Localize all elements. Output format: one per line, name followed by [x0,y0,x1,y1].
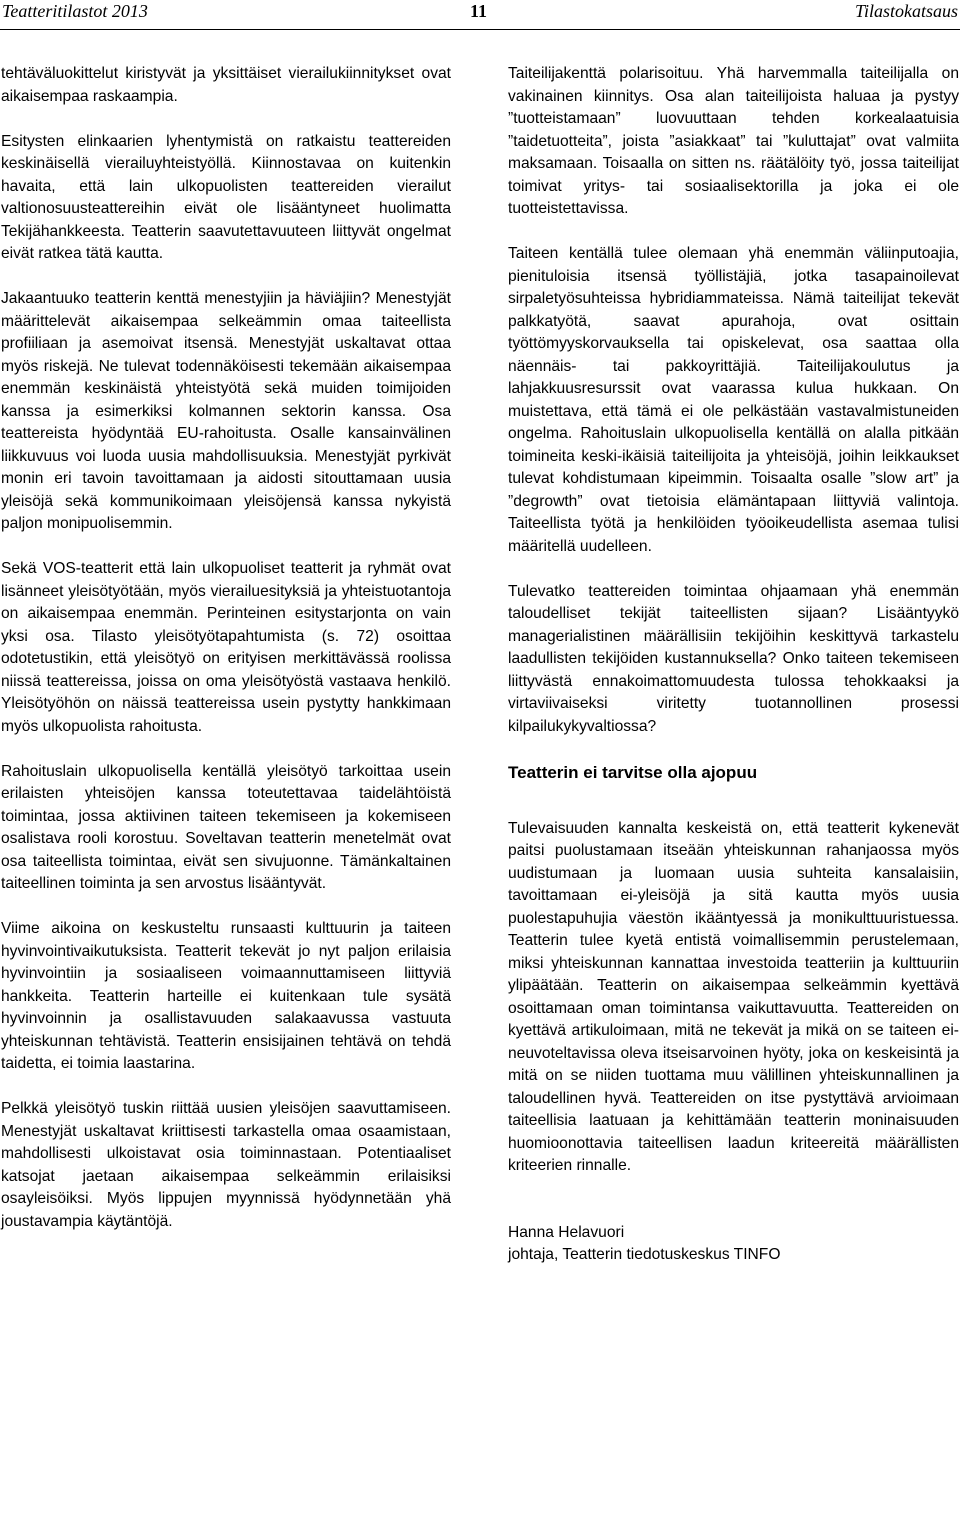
page-number: 11 [470,1,488,21]
body-paragraph: Pelkkä yleisötyö tuskin riittää uusien yleisöjen saavuttamiseen. Menestyjät uskaltavat kriittisesti tarkastella omaa osaamistaan, mahdollisesti ulkoistavat osia toiminnastaan. Potentiaaliset katsojat jaetaan aikaisempaa selkeämmin erilaisiksi osayleisöiksi. Myös lippujen myynnissä hyödynnetään yhä joustavampia käytäntöjä. [1,1100,451,1230]
body-paragraph: Rahoituslain ulkopuolisella kentällä yleisötyö tarkoittaa usein erilaisten yhteisöjen kanssa toteutettavaa taidelähtöistä toimintaa, jossa aktiivinen taiteen tekemiseen ja kokemiseen osalistava rooli korostuu. Soveltavan teatterin menetelmät ovat osa taiteellista toimintaa, eivät sen sivujuonne. Tämänkaltainen taiteellinen toiminta ja sen arvostus lisääntyvät. [1,762,451,892]
body-paragraph: Taiteilijakenttä polarisoituu. Yhä harvemmalla taiteilijalla on vakinainen kiinnitys. Osa alan taiteilijoista haluaa ja pystyy ”tuotteistamaan” luovuuttaan tehden korkealaatuisia ”taidetuotteita”, joista ”asiakkaat” tai ”kuluttajat” ovat valmiita maksamaan. Toisaalla on sitten ns. räätälöity työ, jossa taiteilijat toimivat yritys- tai sosiaalisektorilla ja joka ei ole tuotteistettavissa. [508,65,959,217]
header-publication-title: Teatteritilastot 2013 [2,1,148,21]
left-column [1,63,451,1233]
running-header [0,0,960,30]
body-paragraph: Sekä VOS-teatterit että lain ulkopuoliset teatterit ja ryhmät ovat lisänneet yleisötyötään, myös vierailuesityksiä ja yhteistuotantoja on aikaisempaa enemmän. Perinteinen esitystarjonta on vain yksi osa. Tilasto yleisötyötapahtumista (s. 72) osoittaa odotetustikin, että yleisötyö on erityisen merkittävässä roolissa niissä teattereissa, joissa on oma yleisötyöstä vastaava henkilö. Yleisötyöhön on näissä teattereissa usein pystytty hankkimaan myös ulkopuolista rahoitusta. [1,560,451,735]
body-paragraph: tehtäväluokittelut kiristyvät ja yksittäiset vierailukiinnitykset ovat aikaisempaa raskaampia. [1,65,451,105]
right-column [508,63,959,1267]
signature-title: johtaja, Teatterin tiedotuskeskus TINFO [508,1246,781,1263]
body-paragraph: Taiteen kentällä tulee olemaan yhä enemmän väliinputoajia, pienituloisia itsensä työllistäjiä, jotka tasapainoilevat sirpaletyösuhteissa hybridiammateissa. Nämä taiteilijat tekevät palkkatyötä, saavat apurahoja, ovat osittain työttömyyskorvauksella tai opiskelevat, osa saattaa olla näennäis- tai pakkoyrittäjiä. Taiteilijakoulutus ja lahjakkuusresurssit ovat vaarassa kulua hukkaan. On muistettava, että tämä ei ole pelkästään vastavalmistuneiden ongelma. Rahoituslain ulkopuolisella kentällä on alalla pitkään toimineita keski-ikäisiä taiteilijoita ja yhteisöjä, joihin leikkaukset tulevat kohdistumaan kipeimmin. Toisaalta osalle ”slow art” ja ”degrowth” ovat tietoisia elämäntapaan liittyviä valintoja. Taiteellista työtä ja henkilöiden työoikeudellista asemaa tulisi määritellä uudelleen. [508,245,959,555]
section-heading: Teatterin ei tarvitse olla ajopuu [508,762,758,782]
body-paragraph: Tulevatko teattereiden toimintaa ohjaamaan yhä enemmän taloudelliset tekijät taiteellisten sijaan? Lisääntyykö managerialistinen määrällisiin tekijöihin keskittyvä tarkastelu laadullisten tekijöiden kustannuksella? Onko taiteen tekemiseen liittyvästä ennakoimattomuudesta tulossa tehokkaaksi ja virtaviivaiseksi viritetty tuotannollinen prosessi kilpailukykyvaltiossa? [508,582,959,735]
body-paragraph: Viime aikoina on keskusteltu runsaasti kulttuurin ja taiteen hyvinvointivaikutuksista. Teatterit tekevät jo nyt paljon erilaisia hyvinvointiin ja sosiaaliseen voimaannuttamiseen liittyviä hankkeita. Teatterin harteille ei kuitenkaan tule sysätä hyvinvoinnin ja osallistavuuden salakaavussa vastuuta yhteiskunnan tehtävistä. Teatterin ensisijainen tehtävä on tehdä taidetta, ei toimia laastarina. [1,920,451,1072]
signature-name: Hanna Helavuori [508,1223,625,1241]
signature [508,1222,959,1267]
header-rule [0,29,960,30]
body-paragraph: Jakaantuuko teatterin kenttä menestyjiin ja häviäjiin? Menestyjät määrittelevät aikaisempaa selkeämmin omaa taiteellista profiiliaan ja asemoivat itsensä. Menestyjät uskaltavat ottaa myös riskejä. Ne tulevat todennäköisesti tekemään aikaisempaa enemmän keskinäistä yhteistyötä sekä muiden toimijoiden kanssa ja esimerkiksi kolmannen sektorin kanssa. Osa teattereista hyödyntää EU-rahoitusta. Osalle kansainvälinen liikkuvuus voi luoda uusia mahdollisuuksia. Menestyjät pyrkivät monin eri tavoin tavoittamaan ja aidosti sitouttamaan uusia yleisöjä sekä kommunikoimaan yleisöjensä kanssa nykyistä paljon monipuolisemmin. [1,290,451,532]
body-paragraph: Tulevaisuuden kannalta keskeistä on, että teatterit kykenevät paitsi puolustamaan itseään yhteiskunnan rahanjaossa myös uudistumaan ja luomaan uusia suhteita kansalaisiin, tavoittamaan ei-yleisöjä ja sitä kautta myös uusia puolestapuhujia väestön ikääntyessä ja monikulttuuristuessa. Teatterin tulee kyetä entistä voimallisemmin perustelemaan, miksi yhteiskunnan kannattaa investoida teatteriin ja kulttuuriin ylipäätään. Teatterin on aikaisempaa selkeämmin kyettävä osoittamaan oman toimintansa vaikuttavuutta. Teattereiden on kyettävä artikuloimaan, mitä ne tekevät ja mikä on se taiteen ei-neuvoteltavissa oleva itseisarvoinen hyöty, joka on keskeisintä ja mitä on se niiden tuottama muu välillinen yhteiskunnallinen ja taloudellinen hyvä. Teattereiden on itse pystyttävä arvioimaan taiteellisia laatuaan ja kehittämään teatterin moninaisuuden huomioonottavia taiteellisen laadun kriteereitä määrällisten kriteerien rinnalle. [508,819,959,1174]
body-paragraph: Esitysten elinkaarien lyhentymistä on ratkaistu teattereiden keskinäisellä vierailuyhteistyöllä. Kiinnostavaa on kuitenkin havaita, että lain ulkopuolisten teattereiden vierailut valtionosuusteattereihin eivät ole lisääntyneet huolimatta Tekijähankkeesta. Teatterin saavutettavuuteen liittyvät ongelmat eivät ratkea tätä kautta. [1,132,451,262]
header-section-title: Tilastokatsaus [854,1,958,21]
